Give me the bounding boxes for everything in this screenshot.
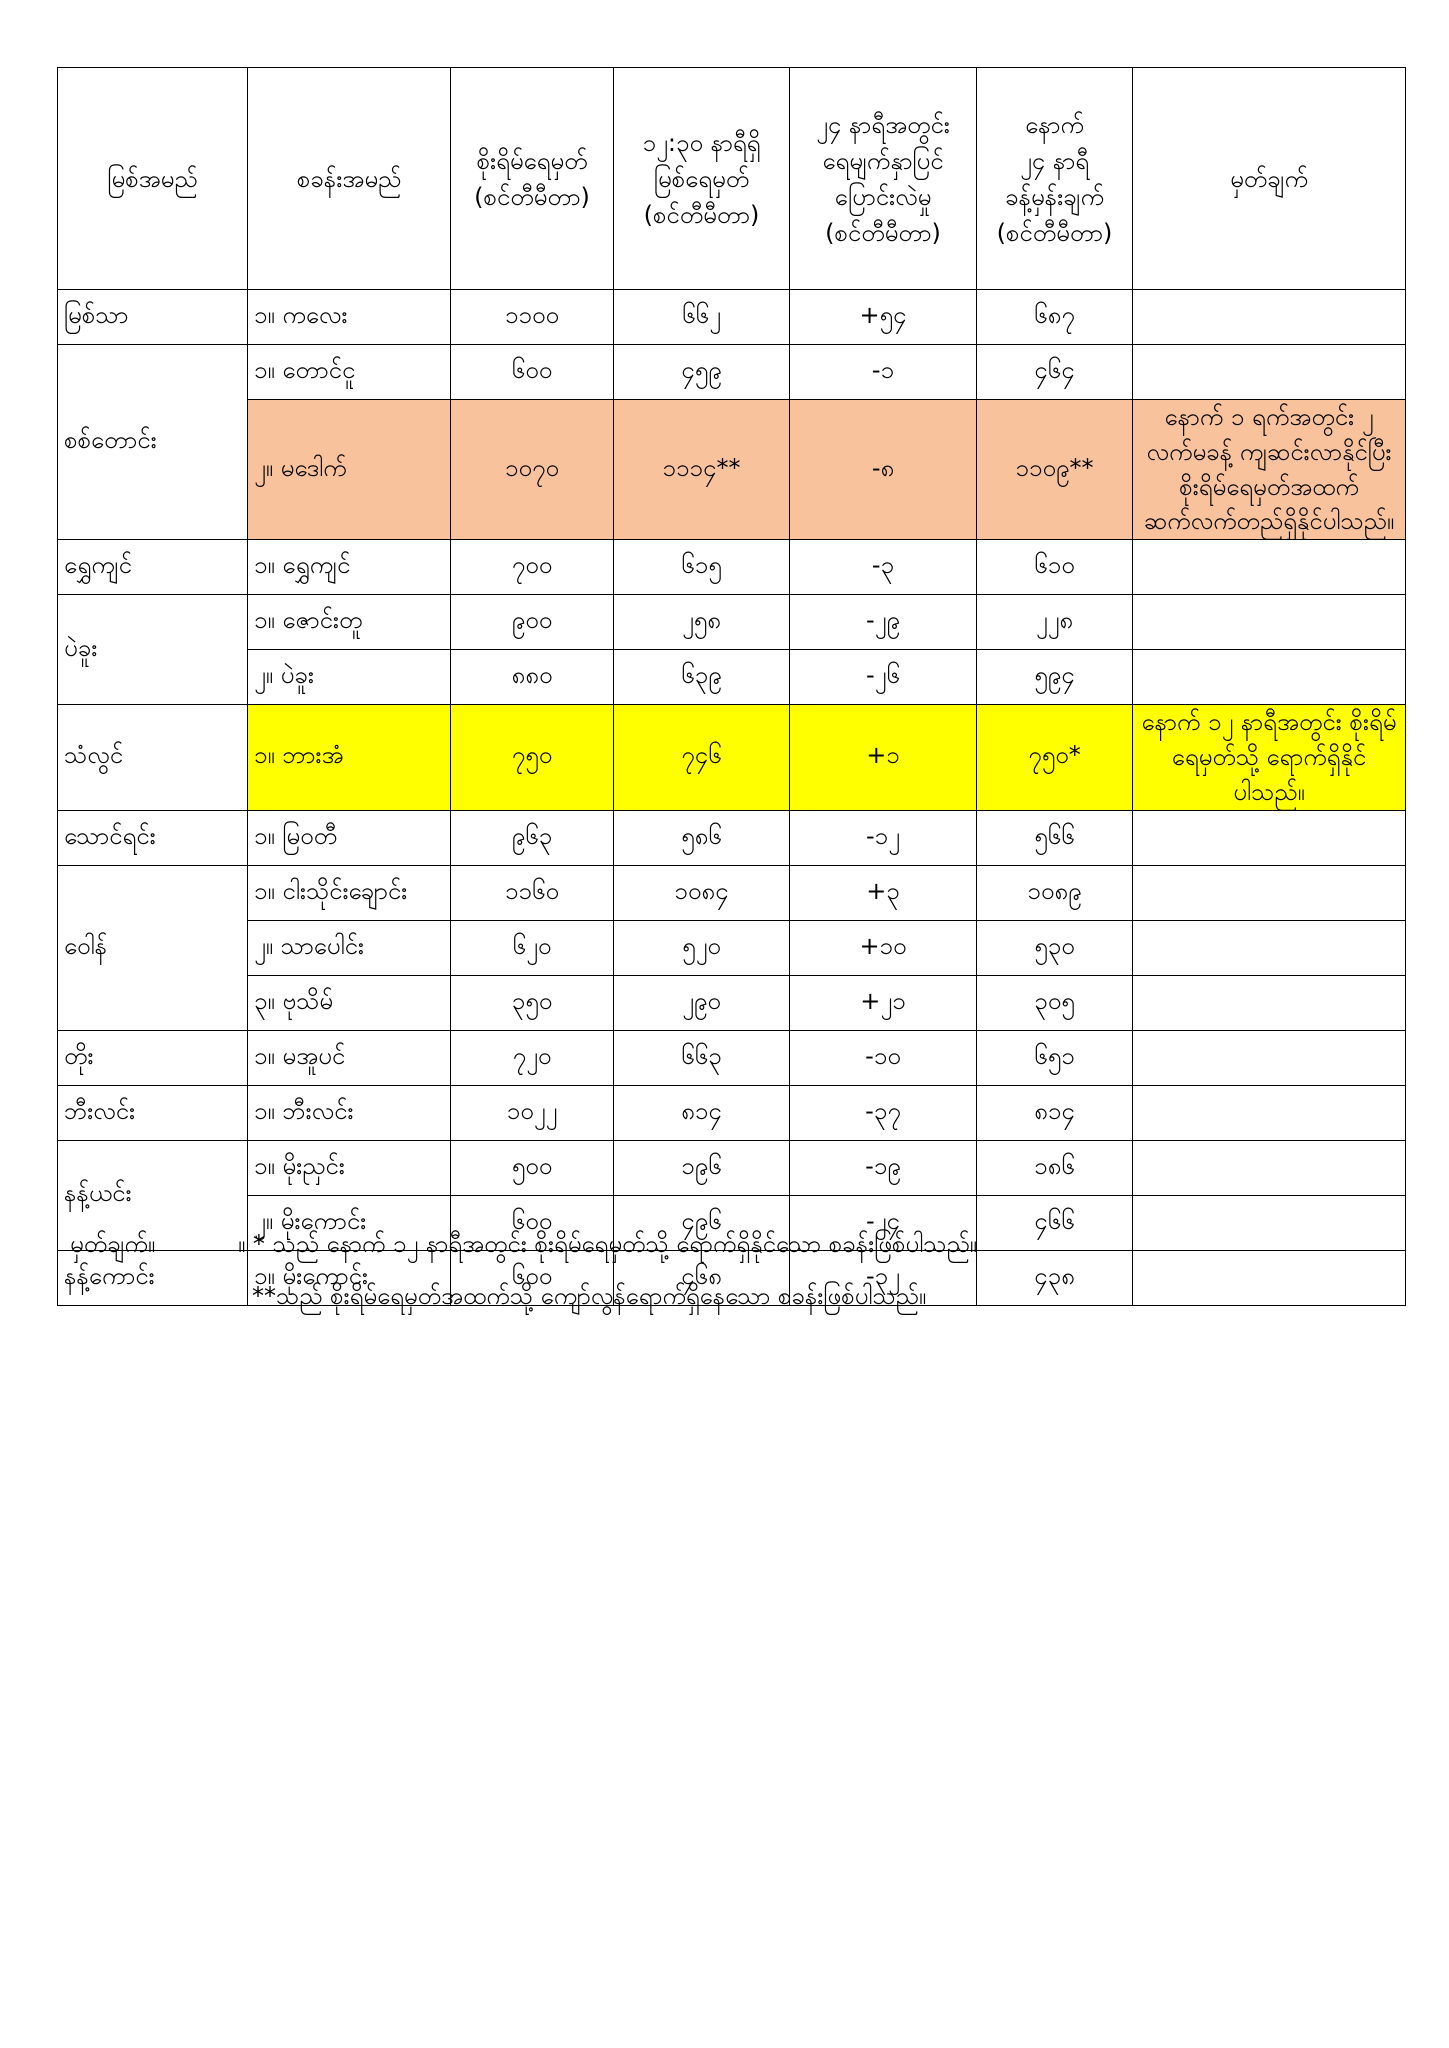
table-row bbox=[58, 650, 1406, 705]
river-name-cell: သောင်ရင်း bbox=[58, 810, 248, 865]
note-cell: နောက် ၁ ရက်အတွင်း ၂ လက်မခန့် ကျဆင်းလာနိုင်ပြီး စိုးရိမ်ရေမှတ်အထက် ဆက်လက်တည်ရှိနိုင်ပါသည်။ bbox=[1133, 400, 1406, 540]
river-name-cell: ဘီးလင်း bbox=[58, 1085, 248, 1140]
river-name-cell: နန့်ယင်း bbox=[58, 1140, 248, 1250]
change-cell: +၃ bbox=[790, 865, 977, 920]
current-level-cell: ၆၃၉ bbox=[614, 650, 790, 705]
danger-level-cell: ၇၀၀ bbox=[451, 540, 614, 595]
header-forecast-24h-label: နောက် ၂၄ နာရီ ခန့်မှန်းချက် (စင်တီမီတာ) bbox=[996, 110, 1113, 247]
change-cell: +၂၁ bbox=[790, 975, 977, 1030]
note-cell bbox=[1133, 810, 1406, 865]
forecast-cell: ၇၅၀* bbox=[977, 705, 1133, 810]
current-level-cell: ၄၆၈ bbox=[614, 1250, 790, 1305]
remarks-label: မှတ်ချက်။ bbox=[70, 1230, 156, 1258]
change-cell: -၁၉ bbox=[790, 1140, 977, 1195]
forecast-cell: ၆၅၁ bbox=[977, 1030, 1133, 1085]
current-level-cell: ၆၆၂ bbox=[614, 290, 790, 345]
forecast-cell: ၄၆၄ bbox=[977, 345, 1133, 400]
note-cell bbox=[1133, 1195, 1406, 1250]
change-cell: +၅၄ bbox=[790, 290, 977, 345]
change-cell: -၁၀ bbox=[790, 1030, 977, 1085]
current-level-cell: ၂၅၈ bbox=[614, 595, 790, 650]
change-cell: -၁ bbox=[790, 345, 977, 400]
change-cell: -၃၇ bbox=[790, 1085, 977, 1140]
station-cell: ၁။ မိုးညှင်း bbox=[248, 1140, 451, 1195]
header-remarks bbox=[1133, 68, 1406, 290]
forecast-cell: ၆၈၇ bbox=[977, 290, 1133, 345]
header-row bbox=[58, 68, 1406, 290]
current-level-cell: ၆၁၅ bbox=[614, 540, 790, 595]
current-level-cell: ၆၆၃ bbox=[614, 1030, 790, 1085]
station-cell: ၁။ ဘားအံ bbox=[248, 705, 451, 810]
note-cell: နောက် ၁၂ နာရီအတွင်း စိုးရိမ်ရေမှတ်သို့ ရောက်ရှိနိုင်ပါသည်။ bbox=[1133, 705, 1406, 810]
header-forecast-24h bbox=[977, 68, 1133, 290]
header-change-24h bbox=[790, 68, 977, 290]
note-cell bbox=[1133, 1140, 1406, 1195]
river-name-cell: ပဲခူး bbox=[58, 595, 248, 705]
change-cell: -၂၄ bbox=[790, 1195, 977, 1250]
change-cell: +၁၀ bbox=[790, 920, 977, 975]
note-cell bbox=[1133, 650, 1406, 705]
station-cell: ၂။ သာပေါင်း bbox=[248, 920, 451, 975]
station-cell: ၁။ ရွှေကျင် bbox=[248, 540, 451, 595]
table-row bbox=[58, 1140, 1406, 1195]
table-row bbox=[58, 920, 1406, 975]
note-cell bbox=[1133, 290, 1406, 345]
forecast-cell: ၈၁၄ bbox=[977, 1085, 1133, 1140]
forecast-cell: ၃၀၅ bbox=[977, 975, 1133, 1030]
river-water-level-table bbox=[57, 67, 1406, 1306]
change-cell: -၁၂ bbox=[790, 810, 977, 865]
note-cell bbox=[1133, 1030, 1406, 1085]
river-name-cell: ဝေါန် bbox=[58, 865, 248, 1030]
remarks-line-single-asterisk: ။ * သည် နောက် ၁၂ နာရီအတွင်း စိုးရိမ်ရေမှတ်သို့ ရောက်ရှိနိုင်သော စခန်းဖြစ်ပါသည်။ bbox=[238, 1230, 977, 1258]
table-row bbox=[58, 865, 1406, 920]
river-name-cell: ရွှေကျင် bbox=[58, 540, 248, 595]
table-row-above-danger bbox=[58, 400, 1406, 540]
header-station bbox=[248, 68, 451, 290]
header-current-level-label: ၁၂:၃၀ နာရီရှိ မြစ်ရေမှတ် (စင်တီမီတာ) bbox=[642, 128, 761, 229]
header-station-label: စခန်းအမည် bbox=[296, 164, 402, 193]
forecast-cell: ၂၂၈ bbox=[977, 595, 1133, 650]
forecast-cell: ၅၉၄ bbox=[977, 650, 1133, 705]
station-cell: ၂။ မဒေါက် bbox=[248, 400, 451, 540]
table-row bbox=[58, 810, 1406, 865]
note-cell bbox=[1133, 1250, 1406, 1305]
forecast-cell: ၅၃၀ bbox=[977, 920, 1133, 975]
danger-level-cell: ၇၅၀ bbox=[451, 705, 614, 810]
station-cell: ၁။ ကလေး bbox=[248, 290, 451, 345]
current-level-cell: ၅၈၆ bbox=[614, 810, 790, 865]
danger-level-cell: ၁၀၂၂ bbox=[451, 1085, 614, 1140]
header-river bbox=[58, 68, 248, 290]
note-cell bbox=[1133, 540, 1406, 595]
station-cell: ၃။ ဗုသိမ် bbox=[248, 975, 451, 1030]
station-cell: ၁။ ဇောင်းတူ bbox=[248, 595, 451, 650]
table-row bbox=[58, 540, 1406, 595]
header-danger-level bbox=[451, 68, 614, 290]
river-name-cell: နန့်ကောင်း bbox=[58, 1250, 248, 1305]
current-level-cell: ၅၂၀ bbox=[614, 920, 790, 975]
river-name-cell: စစ်တောင်း bbox=[58, 345, 248, 540]
note-cell bbox=[1133, 865, 1406, 920]
header-river-label: မြစ်အမည် bbox=[107, 164, 198, 193]
current-level-cell: ၁၉၆ bbox=[614, 1140, 790, 1195]
danger-level-cell: ၁၁၆၀ bbox=[451, 865, 614, 920]
current-level-cell: ၄၉၆ bbox=[614, 1195, 790, 1250]
danger-level-cell: ၆၀၀ bbox=[451, 1195, 614, 1250]
danger-level-cell: ၆၂၀ bbox=[451, 920, 614, 975]
table-row bbox=[58, 345, 1406, 400]
danger-level-cell: ၆၀၀ bbox=[451, 345, 614, 400]
current-level-cell: ၄၅၉ bbox=[614, 345, 790, 400]
danger-level-cell: ၁၁၀၀ bbox=[451, 290, 614, 345]
table-row-near-danger bbox=[58, 705, 1406, 810]
river-name-cell: သံလွင် bbox=[58, 705, 248, 810]
river-name-cell: တိုး bbox=[58, 1030, 248, 1085]
danger-level-cell: ၅၀၀ bbox=[451, 1140, 614, 1195]
table-row bbox=[58, 1030, 1406, 1085]
current-level-cell: ၁၁၁၄** bbox=[614, 400, 790, 540]
station-cell: ၁။ တောင်ငူ bbox=[248, 345, 451, 400]
header-danger-level-label: စိုးရိမ်ရေမှတ် (စင်တီမီတာ) bbox=[474, 146, 590, 211]
note-cell bbox=[1133, 595, 1406, 650]
table-row bbox=[58, 1085, 1406, 1140]
forecast-cell: ၁၀၈၉ bbox=[977, 865, 1133, 920]
note-cell bbox=[1133, 975, 1406, 1030]
header-change-24h-label: ၂၄ နာရီအတွင်း ရေမျက်နှာပြင် ပြောင်းလဲမှု (စင်တီမီတာ) bbox=[816, 110, 950, 247]
header-current-level bbox=[614, 68, 790, 290]
note-cell bbox=[1133, 345, 1406, 400]
danger-level-cell: ၉၀၀ bbox=[451, 595, 614, 650]
note-cell bbox=[1133, 1085, 1406, 1140]
danger-level-cell: ၃၅၀ bbox=[451, 975, 614, 1030]
header-remarks-label: မှတ်ချက် bbox=[1230, 164, 1308, 193]
station-cell: ၁။ မြဝတီ bbox=[248, 810, 451, 865]
station-cell: ၁။ မိုးကောင်း bbox=[248, 1250, 451, 1305]
current-level-cell: ၁၀၈၄ bbox=[614, 865, 790, 920]
forecast-cell: ၅၆၆ bbox=[977, 810, 1133, 865]
table-row bbox=[58, 595, 1406, 650]
danger-level-cell: ၆၀၀ bbox=[451, 1250, 614, 1305]
change-cell: -၃၂ bbox=[790, 1250, 977, 1305]
forecast-cell: ၁၈၆ bbox=[977, 1140, 1133, 1195]
current-level-cell: ၂၉၀ bbox=[614, 975, 790, 1030]
river-name-cell: မြစ်သာ bbox=[58, 290, 248, 345]
station-cell: ၁။ မအူပင် bbox=[248, 1030, 451, 1085]
forecast-cell: ၄၆၆ bbox=[977, 1195, 1133, 1250]
forecast-cell: ၁၁၀၉** bbox=[977, 400, 1133, 540]
change-cell: -၈ bbox=[790, 400, 977, 540]
change-cell: -၂၉ bbox=[790, 595, 977, 650]
danger-level-cell: ၉၆၃ bbox=[451, 810, 614, 865]
danger-level-cell: ၈၈၀ bbox=[451, 650, 614, 705]
station-cell: ၁။ ငါးသိုင်းချောင်း bbox=[248, 865, 451, 920]
station-cell: ၁။ ဘီးလင်း bbox=[248, 1085, 451, 1140]
forecast-cell: ၄၃၈ bbox=[977, 1250, 1133, 1305]
change-cell: -၃ bbox=[790, 540, 977, 595]
remarks-line-double-asterisk: **သည် စိုးရိမ်ရေမှတ်အထက်သို့ ကျော်လွန်ရောက်ရှိနေသော စခန်းဖြစ်ပါသည်။ bbox=[252, 1282, 927, 1310]
table-row bbox=[58, 290, 1406, 345]
current-level-cell: ၇၄၆ bbox=[614, 705, 790, 810]
danger-level-cell: ၁၀၇၀ bbox=[451, 400, 614, 540]
station-cell: ၂။ မိုးကောင်း bbox=[248, 1195, 451, 1250]
current-level-cell: ၈၁၄ bbox=[614, 1085, 790, 1140]
note-cell bbox=[1133, 920, 1406, 975]
danger-level-cell: ၇၂၀ bbox=[451, 1030, 614, 1085]
change-cell: -၂၆ bbox=[790, 650, 977, 705]
table-row bbox=[58, 975, 1406, 1030]
station-cell: ၂။ ပဲခူး bbox=[248, 650, 451, 705]
change-cell: +၁ bbox=[790, 705, 977, 810]
forecast-cell: ၆၁၀ bbox=[977, 540, 1133, 595]
